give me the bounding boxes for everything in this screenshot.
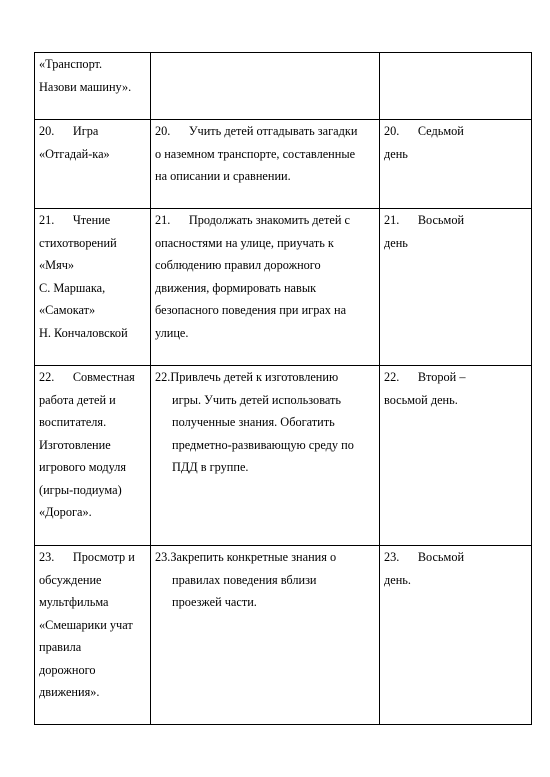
cell-line: безопасного поведения при играх на: [155, 303, 347, 317]
activity-cell: [35, 209, 151, 366]
activity-plan-table: [34, 52, 532, 725]
cell-line: восьмой день.: [384, 392, 458, 407]
cell-line: соблюдению правил дорожного: [155, 258, 321, 272]
cell-line: С. Маршака,: [39, 280, 106, 295]
cell-line: работа детей и: [39, 392, 116, 407]
cell-line: правила: [39, 640, 82, 654]
cell-line: на описании и сравнении.: [155, 169, 291, 183]
cell-line: 20. Учить детей отгадывать загадки: [155, 124, 358, 138]
cell-line: дорожного: [39, 662, 96, 677]
cell-line: 23. Просмотр и: [39, 550, 135, 564]
goal-cell: [151, 209, 380, 366]
table-row: [35, 366, 532, 546]
cell-line: движения».: [39, 685, 100, 699]
cell-line: о наземном транспорте, составленные: [155, 146, 356, 161]
cell-line: 22.Привлечь детей к изготовлению: [155, 370, 339, 384]
cell-line: день: [384, 146, 408, 161]
cell-line: 23. Восьмой: [384, 550, 465, 564]
cell-line: «Отгадай-ка»: [39, 146, 110, 161]
cell-line: движения, формировать навык: [155, 280, 317, 295]
activity-cell: [35, 366, 151, 546]
cell-line: игры. Учить детей использовать: [172, 392, 341, 407]
activity-cell: [35, 546, 151, 725]
goal-cell: [151, 546, 380, 725]
cell-line: «Смешарики учат: [39, 617, 133, 632]
cell-line: игрового модуля: [39, 460, 126, 474]
cell-line: улице.: [155, 325, 189, 340]
goal-cell: [151, 53, 380, 120]
timing-cell: [380, 546, 532, 725]
cell-line: ПДД в группе.: [172, 460, 249, 474]
cell-line: предметно-развивающую среду по: [172, 437, 354, 452]
goal-cell: [151, 120, 380, 209]
cell-line: полученные знания. Обогатить: [172, 415, 335, 429]
cell-line: обсуждение: [39, 572, 102, 587]
goal-cell: [151, 366, 380, 546]
cell-line: 22. Совместная: [39, 370, 135, 384]
cell-line: (игры-подиума): [39, 482, 122, 497]
table-row: [35, 209, 532, 366]
timing-cell: [380, 209, 532, 366]
cell-line: 23.Закрепить конкретные знания о: [155, 550, 337, 564]
cell-line: 21. Чтение: [39, 213, 111, 227]
cell-line: день: [384, 235, 408, 250]
activity-cell: [35, 53, 151, 120]
cell-line: «Дорога».: [39, 505, 92, 519]
cell-line: 20. Игра: [39, 124, 99, 138]
table-row: [35, 120, 532, 209]
cell-line: Н. Кончаловской: [39, 325, 128, 340]
timing-cell: [380, 53, 532, 120]
cell-line: правилах поведения вблизи: [172, 572, 317, 587]
cell-line: «Транспорт.: [39, 57, 103, 71]
cell-line: 21. Восьмой: [384, 213, 465, 227]
cell-line: стихотворений: [39, 235, 117, 250]
table-row: [35, 546, 532, 725]
cell-line: Изготовление: [39, 437, 111, 452]
cell-line: мультфильма: [39, 595, 109, 609]
cell-line: «Самокат»: [39, 303, 96, 317]
cell-line: день.: [384, 572, 411, 587]
cell-line: опасностями на улице, приучать к: [155, 235, 334, 250]
timing-cell: [380, 120, 532, 209]
cell-line: Назови машину».: [39, 79, 132, 94]
cell-line: 20. Седьмой: [384, 124, 464, 138]
activity-cell: [35, 120, 151, 209]
table-row: [35, 53, 532, 120]
cell-line: 21. Продолжать знакомить детей с: [155, 213, 350, 227]
timing-cell: [380, 366, 532, 546]
cell-line: воспитателя.: [39, 415, 107, 429]
cell-line: «Мяч»: [39, 258, 75, 272]
cell-line: проезжей части.: [172, 595, 257, 609]
cell-line: 22. Второй –: [384, 370, 466, 384]
